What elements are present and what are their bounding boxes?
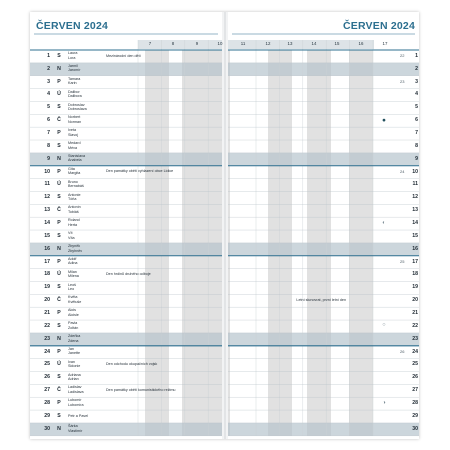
name-day: Bernabáš <box>68 184 84 189</box>
hour-label: 14 <box>311 41 317 47</box>
name-day: Roland <box>68 218 80 223</box>
name-day: Milena <box>68 274 79 279</box>
weekday-letter: P <box>57 129 61 136</box>
name-day: Zdena <box>68 338 79 343</box>
name-day: Dobroslava <box>68 107 87 112</box>
name-day: Adolf <box>68 256 77 261</box>
day-number: 16 <box>44 245 50 252</box>
day-number: 10 <box>44 168 50 175</box>
name-day: Ladislava <box>68 389 84 394</box>
name-day: Alois <box>68 308 76 313</box>
day-number-right: 23 <box>412 335 418 342</box>
name-day: Janette <box>68 351 81 356</box>
hour-label: 12 <box>265 41 271 47</box>
day-number-right: 19 <box>412 284 418 291</box>
day-number: 20 <box>44 297 50 304</box>
name-day: Jan <box>68 346 74 351</box>
holiday-note: Den památky obětí komunistického režimu <box>106 387 176 392</box>
weekday-letter: S <box>57 142 61 149</box>
day-number-right: 13 <box>412 207 418 214</box>
day-number-right: 6 <box>415 117 418 124</box>
name-day: Šárka <box>68 424 78 429</box>
name-day: Dalibora <box>68 94 82 99</box>
name-day: Sidonie <box>68 364 81 369</box>
name-day: Zdeňka <box>68 334 81 339</box>
weekday-letter: Ú <box>57 271 61 278</box>
day-number: 23 <box>44 335 50 342</box>
weekday-letter: N <box>57 425 61 432</box>
name-day: Milan <box>68 269 77 274</box>
weekday-letter: P <box>57 168 61 175</box>
day-number: 18 <box>44 271 50 278</box>
hour-label: 16 <box>358 41 364 47</box>
weekday-letter: S <box>57 52 61 59</box>
month-title-left: ČERVEN 2024 <box>36 20 109 32</box>
name-day: Anabela <box>68 158 82 163</box>
name-day: Slavoj <box>68 132 79 137</box>
day-number-right: 22 <box>412 322 418 329</box>
day-number-right: 10 <box>412 168 418 175</box>
day-number: 8 <box>47 142 50 149</box>
weekday-letter: P <box>57 310 61 316</box>
name-day: Lubomír <box>68 398 82 403</box>
moon-phase-icon: ○ <box>382 322 386 329</box>
day-number: 22 <box>44 322 50 329</box>
name-day: Laura <box>68 51 78 56</box>
name-day: Jaromír <box>68 68 81 73</box>
name-day: Antonín <box>68 205 81 210</box>
week-number: 22 <box>400 53 405 59</box>
day-number-right: 26 <box>412 374 418 381</box>
day-number-right: 8 <box>415 142 418 149</box>
hour-label: 17 <box>382 41 388 47</box>
week-number: 25 <box>400 259 405 265</box>
day-number: 9 <box>47 155 50 162</box>
day-number-right: 3 <box>415 78 418 85</box>
holiday-note: Den hrdinů druhého odboje <box>106 272 151 277</box>
weekday-letter: Ú <box>57 91 61 98</box>
name-day: Gita <box>68 166 75 171</box>
name-day: Tamara <box>68 76 81 81</box>
day-number-right: 11 <box>412 181 418 188</box>
name-day: Herta <box>68 222 78 227</box>
hour-label: 9 <box>195 41 199 47</box>
name-day: Adriana <box>68 372 81 377</box>
weekday-letter: N <box>57 155 61 162</box>
weekday-letter: S <box>57 322 61 329</box>
day-number-right: 29 <box>412 412 418 419</box>
name-day: Iveta <box>68 128 76 133</box>
day-number: 2 <box>47 65 50 72</box>
day-number-right: 15 <box>412 232 418 239</box>
day-number: 6 <box>47 117 50 124</box>
name-day: Lubomíra <box>68 402 84 407</box>
day-number: 12 <box>44 194 50 201</box>
day-number-right: 27 <box>412 387 418 394</box>
holiday-note: Den památky obětí vyhlazení obce Lidice <box>106 169 174 174</box>
week-number: 23 <box>400 79 405 85</box>
weekday-letter: P <box>57 219 61 226</box>
day-number: 3 <box>47 78 50 85</box>
day-number: 29 <box>44 412 50 419</box>
name-day: Pavla <box>68 321 78 326</box>
name-day: Petr a Pavel <box>68 413 89 418</box>
name-day: Vlastimír <box>68 428 83 433</box>
day-number-right: 25 <box>412 361 418 368</box>
day-number: 17 <box>44 258 50 265</box>
moon-phase-icon: ◐ <box>382 219 386 226</box>
weekday-letter: P <box>57 400 61 407</box>
hour-label: 10 <box>217 41 223 47</box>
day-number: 27 <box>44 387 50 394</box>
name-day: Ladislav <box>68 385 82 390</box>
weekday-letter: S <box>57 104 61 111</box>
weekday-letter: Č <box>57 297 61 304</box>
hour-label: 11 <box>240 41 246 47</box>
planner-spread <box>30 12 419 439</box>
day-number-right: 5 <box>415 104 418 111</box>
moon-phase-icon: ● <box>382 116 386 124</box>
name-day: Zoltán <box>68 325 79 330</box>
name-day: Méva <box>68 145 78 150</box>
weekday-letter: S <box>57 412 61 419</box>
name-day: Norman <box>68 119 82 124</box>
day-number: 13 <box>44 207 50 214</box>
holiday-note: Letní slunovrat, první letní den <box>296 297 346 302</box>
day-number-right: 30 <box>412 425 418 432</box>
weekday-letter: Ú <box>57 181 61 188</box>
name-day: Tóňa <box>68 197 77 202</box>
weekday-letter: Ú <box>57 361 61 368</box>
holiday-note: Den odchodu okupačních vojsk <box>106 362 158 367</box>
name-day: Antonie <box>68 192 81 197</box>
weekday-letter: P <box>57 348 61 355</box>
name-day: Vít <box>68 231 73 236</box>
name-day: Dalibor <box>68 89 80 94</box>
day-number-right: 1 <box>415 52 418 59</box>
day-number-right: 24 <box>412 348 418 355</box>
weekday-letter: S <box>57 284 61 291</box>
weekday-letter: P <box>57 258 61 265</box>
week-number: 24 <box>400 169 405 175</box>
name-day: Bruno <box>68 179 78 184</box>
day-number: 4 <box>47 91 50 98</box>
day-number-right: 4 <box>415 91 418 98</box>
day-number-right: 21 <box>412 310 418 316</box>
day-number-right: 17 <box>412 258 418 265</box>
weekday-letter: Č <box>57 387 61 394</box>
day-number: 11 <box>44 181 50 188</box>
day-number-right: 12 <box>412 194 418 201</box>
day-number: 26 <box>44 374 50 381</box>
hour-label: 7 <box>148 41 152 47</box>
month-title-right: ČERVEN 2024 <box>342 20 415 32</box>
weekday-letter: N <box>57 335 61 342</box>
name-day: Adrian <box>68 377 79 382</box>
day-number: 21 <box>44 310 50 316</box>
day-number: 15 <box>44 232 50 239</box>
name-day: Norbert <box>68 115 81 120</box>
holiday-note: Mezinárodní den dětí <box>106 53 141 58</box>
day-number-right: 28 <box>412 400 418 407</box>
day-number: 14 <box>44 219 50 226</box>
name-day: Aloisie <box>68 312 79 317</box>
weekday-letter: Č <box>57 117 61 124</box>
day-number: 1 <box>47 52 50 59</box>
day-number-right: 14 <box>412 219 418 226</box>
name-day: Medard <box>68 141 81 146</box>
day-number: 28 <box>44 400 50 407</box>
day-number-right: 16 <box>412 245 418 252</box>
name-day: Stanislava <box>68 153 86 158</box>
weekday-letter: N <box>57 65 61 72</box>
day-number-right: 7 <box>415 129 418 136</box>
day-number: 25 <box>44 361 50 368</box>
hour-label: 8 <box>171 41 175 47</box>
name-day: Karin <box>68 81 77 86</box>
weekday-letter: N <box>57 245 61 252</box>
name-day: Margita <box>68 171 81 176</box>
name-day: Adina <box>68 261 78 266</box>
weekday-letter: S <box>57 374 61 381</box>
name-day: Víta <box>68 235 75 240</box>
weekday-letter: S <box>57 194 61 201</box>
name-day: Tobiáš <box>68 209 79 214</box>
week-number: 26 <box>400 349 405 355</box>
name-day: Jarmil <box>68 63 78 68</box>
name-day: Zbyhněv <box>68 248 83 253</box>
name-day: Květuše <box>68 299 82 304</box>
name-day: Ivan <box>68 359 75 364</box>
day-number: 5 <box>47 104 50 111</box>
weekday-letter: Č <box>57 207 61 214</box>
hour-label: 15 <box>334 41 340 47</box>
name-day: Leo <box>68 287 75 292</box>
name-day: Lora <box>68 55 76 60</box>
weekday-letter: P <box>57 78 61 85</box>
day-number-right: 18 <box>412 271 418 278</box>
day-number: 30 <box>44 425 50 432</box>
moon-phase-icon: ◑ <box>382 399 386 406</box>
day-number: 24 <box>44 348 50 355</box>
name-day: Dobroslav <box>68 102 85 107</box>
hour-label: 13 <box>287 41 293 47</box>
name-day: Leoš <box>68 282 76 287</box>
name-day: Zbyněk <box>68 244 81 248</box>
day-number-right: 2 <box>415 65 418 72</box>
weekday-letter: S <box>57 232 61 239</box>
day-number: 7 <box>47 129 50 136</box>
day-number-right: 20 <box>412 297 418 304</box>
day-number: 19 <box>44 284 50 291</box>
day-number-right: 9 <box>415 155 418 162</box>
planner-text-layer <box>30 12 419 439</box>
name-day: Květa <box>68 295 78 300</box>
